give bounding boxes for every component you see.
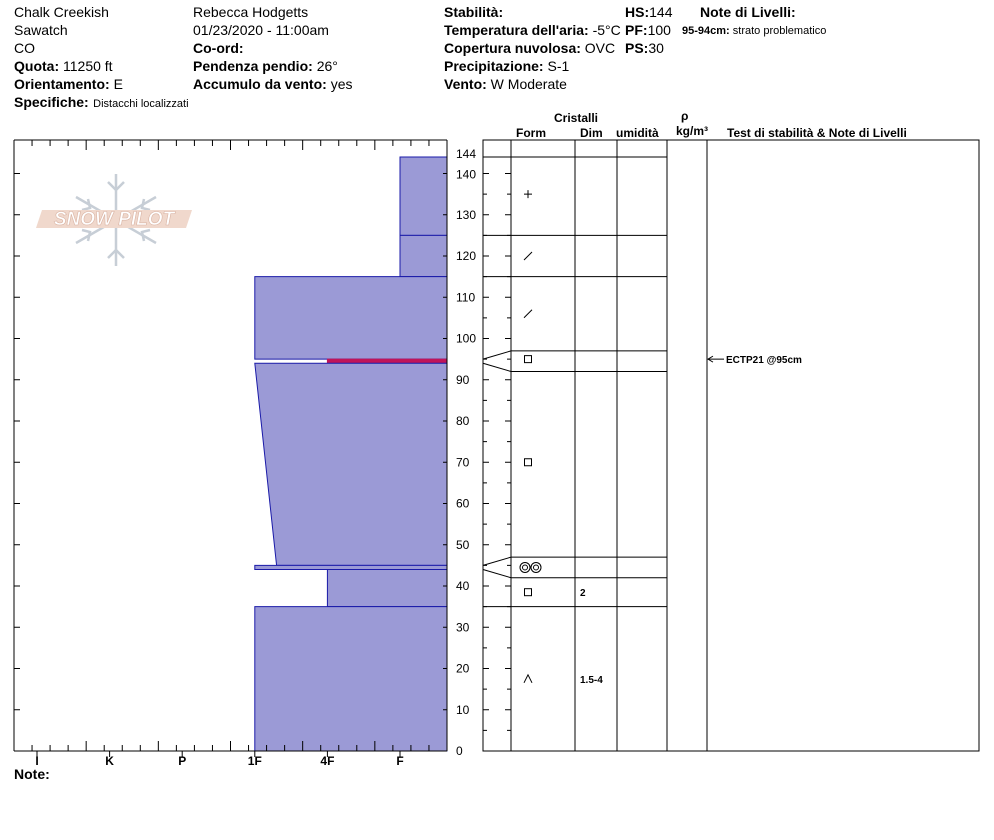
crystal-form-melt-freeze — [523, 565, 528, 570]
elevation-value: 11250 ft — [63, 58, 113, 74]
datetime: 01/23/2020 - 11:00am — [193, 22, 329, 38]
hardness-tick-label: K — [105, 754, 114, 768]
slope-label: Pendenza pendio: — [193, 58, 313, 74]
hardness-layer — [255, 277, 447, 360]
crystal-form-depth-hoar — [524, 675, 532, 683]
crystal-form-melt-freeze — [534, 565, 539, 570]
location: Chalk Creekish — [14, 4, 109, 20]
precip-value: S-1 — [547, 58, 570, 74]
depth-tick-label: 30 — [456, 620, 470, 635]
layer-notes-label: Note di Livelli: — [700, 4, 796, 20]
hardness-tick-label: I — [35, 754, 39, 768]
hs-label: HS: — [625, 4, 650, 20]
density-unit: kg/m³ — [676, 124, 709, 138]
depth-tick-label: 0 — [456, 744, 463, 758]
logo-text: SNOW PILOT — [53, 209, 175, 230]
size-header: Dim — [580, 126, 603, 140]
depth-tick-label: 100 — [456, 331, 477, 346]
specifics-label: Specifiche: — [14, 94, 89, 110]
table-layer-connector — [483, 363, 511, 371]
hardness-layer — [400, 235, 447, 276]
air-temp-label: Temperatura dell'aria: — [444, 22, 589, 38]
depth-tick-label: 20 — [456, 661, 470, 676]
crystal-form-melt-freeze — [520, 562, 530, 572]
density-symbol: ρ — [681, 109, 689, 123]
coord-label: Co-ord: — [193, 40, 244, 56]
depth-tick-label: 60 — [456, 496, 470, 511]
depth-tick-label: 130 — [456, 207, 477, 222]
crystal-size-label: 1.5-4 — [580, 674, 603, 686]
precip-label: Precipitazione: — [444, 58, 544, 74]
depth-tick-label: 50 — [456, 537, 470, 552]
table-layer-connector — [483, 351, 511, 359]
stability-label: Stabilità: — [444, 4, 504, 20]
hardness-layer — [255, 565, 447, 569]
profile-table-frame — [483, 140, 979, 751]
wind-label: Vento: — [444, 76, 487, 92]
hardness-tick-label: 4F — [320, 754, 335, 768]
crystal-form-faceted — [525, 459, 532, 466]
depth-tick-label: 110 — [456, 290, 476, 305]
crystal-form-decomposing — [524, 310, 532, 318]
crystal-form-melt-freeze — [531, 562, 541, 572]
wind-loading-value: yes — [330, 76, 353, 92]
layer-note-text: strato problematico — [732, 25, 827, 37]
stability-test-label: ECTP21 @95cm — [726, 355, 802, 367]
hardness-tick-label: P — [178, 754, 187, 768]
sky-label: Copertura nuvolosa: — [444, 40, 581, 56]
observer: Rebecca Hodgetts — [193, 4, 309, 20]
pf-value: 100 — [647, 22, 671, 38]
depth-tick-label: 90 — [456, 372, 470, 387]
hardness-layer — [400, 157, 447, 235]
table-layer-connector — [483, 557, 511, 565]
ps-value: 30 — [648, 40, 664, 56]
depth-tick-label: 80 — [456, 414, 470, 428]
hardness-tick-label: 1F — [247, 754, 262, 768]
crystal-size-label: 2 — [580, 588, 586, 600]
weak-layer — [327, 359, 447, 363]
slope-value: 26° — [316, 58, 338, 74]
specifics-value: Distacchi localizzati — [93, 98, 189, 110]
hs-value: 144 — [649, 4, 673, 20]
aspect-value: E — [113, 76, 123, 92]
hardness-layer — [255, 607, 447, 751]
pf-label: PF: — [625, 22, 648, 38]
wind-value: W Moderate — [490, 76, 567, 92]
depth-tick-label: 140 — [456, 167, 477, 182]
crystals-header: Cristalli — [554, 111, 599, 125]
table-layer-connector — [483, 570, 511, 578]
notes-label: Note: — [14, 766, 50, 782]
crystal-form-faceted — [525, 356, 532, 363]
hardness-layer — [255, 363, 447, 565]
hardness-layer — [327, 570, 447, 607]
depth-tick-label: 40 — [456, 579, 470, 593]
moisture-header: umidità — [616, 126, 659, 140]
depth-tick-label: 144 — [456, 147, 477, 161]
hardness-tick-label: F — [396, 754, 404, 768]
elevation-label: Quota: — [14, 58, 60, 74]
crystal-form-decomposing — [524, 252, 532, 260]
wind-loading-label: Accumulo da vento: — [193, 76, 327, 92]
air-temp-value: -5°C — [592, 22, 621, 38]
state: CO — [14, 40, 35, 56]
stability-notes-header: Test di stabilità & Note di Livelli — [727, 126, 907, 140]
depth-tick-label: 70 — [456, 455, 470, 470]
form-header: Form — [516, 126, 546, 140]
crystal-form-faceted — [525, 589, 532, 596]
ps-label: PS: — [625, 40, 649, 56]
sky-value: OVC — [584, 40, 616, 56]
depth-tick-label: 10 — [456, 702, 470, 717]
layer-note-depth: 95-94cm: — [682, 25, 730, 37]
depth-tick-label: 120 — [456, 249, 477, 263]
aspect-label: Orientamento: — [14, 76, 110, 92]
mountain-range: Sawatch — [14, 22, 68, 38]
